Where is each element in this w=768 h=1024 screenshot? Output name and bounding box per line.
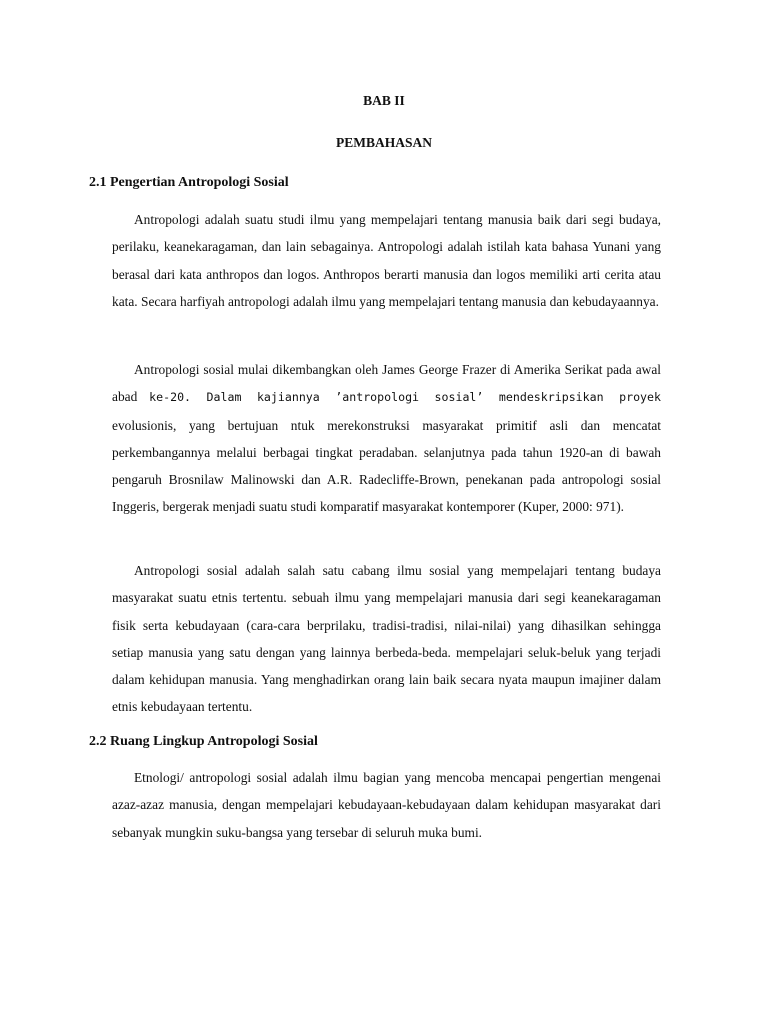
section-heading-2-1: 2.1 Pengertian Antropologi Sosial bbox=[89, 175, 289, 190]
paragraph-history-part-2: ke-20. Dalam kajiannya ’antropologi sosial’ mendeskripsikan proyek bbox=[149, 390, 661, 405]
paragraph-definition: Antropologi adalah suatu studi ilmu yang mempelajari tentang manusia baik dari segi budaya, perilaku, keanekaragaman, dan lain sebagainya. Antropologi adalah istilah kata bahasa Yunani yang berasal dari kata anthropos dan logos. Anthropos berarti manusia dan logos memiliki arti cerita atau kata. Secara harfiyah antropologi adalah ilmu yang mempelajari tentang manusia dan kebudayaannya. bbox=[112, 212, 661, 309]
paragraph-branch: Antropologi sosial adalah salah satu cabang ilmu sosial yang mempelajari tentang budaya masyarakat suatu etnis tertentu. sebuah ilmu yang mempelajari manusia dari segi keanekaragaman fisik serta kebudayaan (cara-cara berprilaku, tradisi-tradisi, nilai-nilai) yang dihasilkan sehingga setiap manusia yang satu dengan yang lainnya berbeda-beda. mempelajari seluk-beluk yang terjadi dalam kehidupan manusia. Yang menghadirkan orang lain baik secara nyata maupun imajiner dalam etnis kebudayaan tertentu. bbox=[112, 563, 661, 715]
chapter-title: PEMBAHASAN bbox=[335, 135, 432, 150]
section-heading-2-2: 2.2 Ruang Lingkup Antropologi Sosial bbox=[89, 734, 318, 749]
paragraph-scope: Etnologi/ antropologi sosial adalah ilmu bagian yang mencoba mencapai pengertian mengenai azaz-azaz manusia, dengan mempelajari kebudayaan-kebudayaan dalam kehidupan masyarakat dari sebanyak mungkin suku-bangsa yang tersebar di seluruh muka bumi. bbox=[112, 770, 661, 840]
paragraph-history bbox=[112, 356, 661, 521]
chapter-number: BAB II bbox=[363, 93, 405, 108]
paragraph-history-part-3: evolusionis, yang bertujuan ntuk merekonstruksi masyarakat primitif asli dan mencatat perkembangannya melalui berbagai tingkat peradaban. selanjutnya pada tahun 1920-an di bawah pengaruh Brosnilaw Malinowski dan A.R. Radecliffe-Brown, penekanan pada antropologi sosial Inggeris, bergerak menjadi suatu studi komparatif masyarakat kontemporer (Kuper, 2000: 971). bbox=[112, 417, 661, 515]
paragraph-history-part-1: Antropologi sosial mulai dikembangkan oleh James George Frazer di Amerika Serikat pada awal abad bbox=[112, 362, 661, 405]
